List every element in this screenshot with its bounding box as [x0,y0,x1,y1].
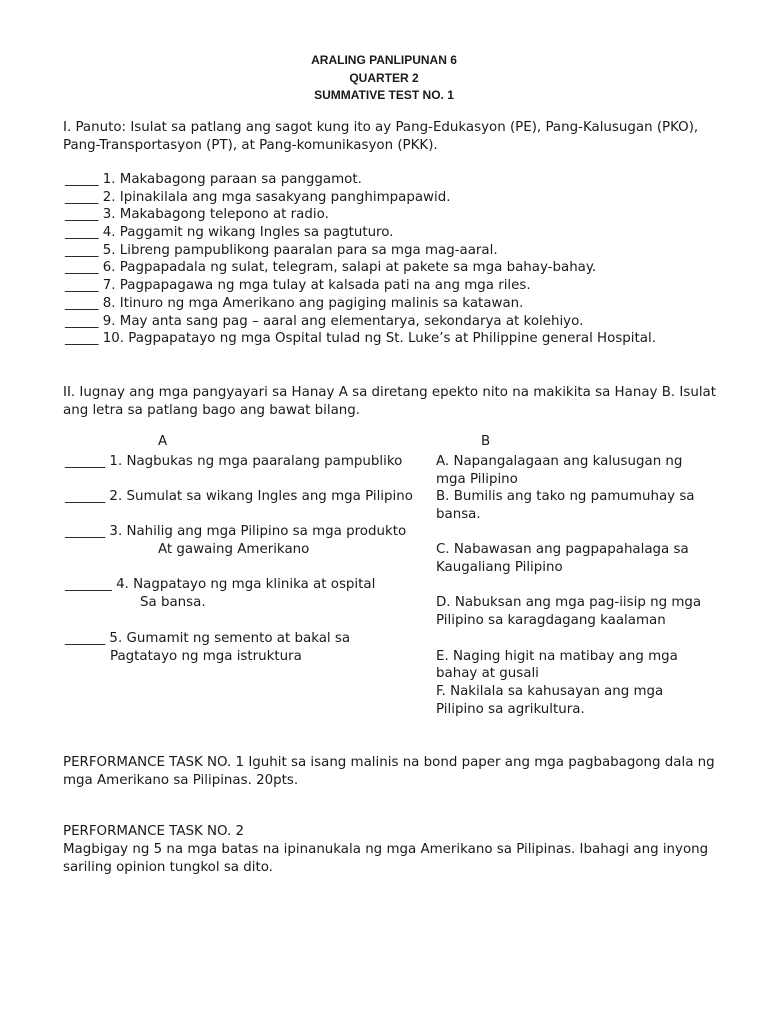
list-item: _____ 6. Pagpapadala ng sulat, telegram, salapi at pakete sa mga bahay-bahay. [65,260,597,276]
list-item: _____ 7. Pagpapagawa ng mga tulay at kalsada pati na ang mga riles. [65,278,531,294]
column-b-item-continuation: Pilipino sa karagdagang kaalaman [436,613,666,628]
column-a-item: ______ 2. Sumulat sa wikang Ingles ang mga Pilipino [65,489,413,504]
column-a-item: ______ 5. Gumamit ng semento at bakal sa [65,631,351,646]
list-item: _____ 5. Libreng pampublikong paaralan para sa mga mag-aaral. [65,242,498,258]
document-header [0,52,768,105]
performance-task-2-title: PERFORMANCE TASK NO. 2 [63,824,245,839]
column-b-header: B [481,434,491,449]
part1-list [65,171,656,348]
column-b-item-continuation: mga Pilipino [436,472,518,487]
column-b-item-continuation: bansa. [436,507,481,522]
column-b-item: A. Napangalagaan ang kalusugan ng [436,454,683,469]
part2-instruction: II. Iugnay ang mga pangyayari sa Hanay A sa diretang epekto nito na makikita sa Hanay B. Isulat ang letra sa patlang bago ang bawat bilang. [63,385,716,418]
column-b-item: F. Nakilala sa kahusayan ang mga [436,684,664,699]
column-b-item: D. Nabuksan ang mga pag-iisip ng mga [436,595,702,610]
column-a-item-continuation: Sa bansa. [140,595,206,610]
column-a-header: A [158,434,168,449]
column-a-item-continuation: Pagtatayo ng mga istruktura [110,649,302,664]
list-item: _____ 9. May anta sang pag – aaral ang elementarya, sekondarya at kolehiyo. [65,313,584,329]
quarter-title: QUARTER 2 [349,70,419,85]
test-title: SUMMATIVE TEST NO. 1 [314,88,454,102]
column-b-item: B. Bumilis ang tako ng pamumuhay sa [436,489,695,504]
part1-instruction: I. Panuto: Isulat sa patlang ang sagot kung ito ay Pang-Edukasyon (PE), Pang-Kalusugan (PKO), Pang-Transportasyon (PT), at Pang-komunikasyon (PKK). [63,120,699,153]
column-a-item-continuation: At gawaing Amerikano [158,542,310,557]
list-item: _____ 10. Pagpapatayo ng mga Ospital tulad ng St. Luke’s at Philippine general Hospital. [65,331,656,347]
list-item: _____ 1. Makabagong paraan sa panggamot. [65,172,362,187]
column-b-item: E. Naging higit na matibay ang mga [436,649,678,664]
performance-task-1: PERFORMANCE TASK NO. 1 Iguhit sa isang malinis na bond paper ang mga pagbabagong dala ng mga Amerikano sa Pilipinas. 20pts. [63,755,715,788]
list-item: _____ 4. Paggamit ng wikang Ingles sa pagtuturo. [65,225,394,241]
column-a-item: _______ 4. Nagpatayo ng mga klinika at ospital [65,577,376,592]
performance-task-2-text: Magbigay ng 5 na mga batas na ipinanukala ng mga Amerikano sa Pilipinas. Ibahagi ang inyong sariling opinion tungkol sa dito. [63,842,709,875]
column-b-item-continuation: bahay at gusali [436,666,539,681]
column-b-item-continuation: Pilipino sa agrikultura. [436,702,585,717]
column-b-item: C. Nabawasan ang pagpapahalaga sa [436,542,689,557]
list-item: _____ 8. Itinuro ng mga Amerikano ang pagiging malinis sa katawan. [65,295,524,311]
column-a-item: ______ 3. Nahilig ang mga Pilipino sa mga produkto [65,524,407,539]
column-a-item: ______ 1. Nagbukas ng mga paaralang pampubliko [65,454,403,469]
list-item: _____ 2. Ipinakilala ang mga sasakyang panghimpapawid. [65,189,451,205]
subject-title: ARALING PANLIPUNAN 6 [311,53,457,67]
column-b-item-continuation: Kaugaliang Pilipino [436,560,563,575]
list-item: _____ 3. Makabagong telepono at radio. [65,207,329,223]
